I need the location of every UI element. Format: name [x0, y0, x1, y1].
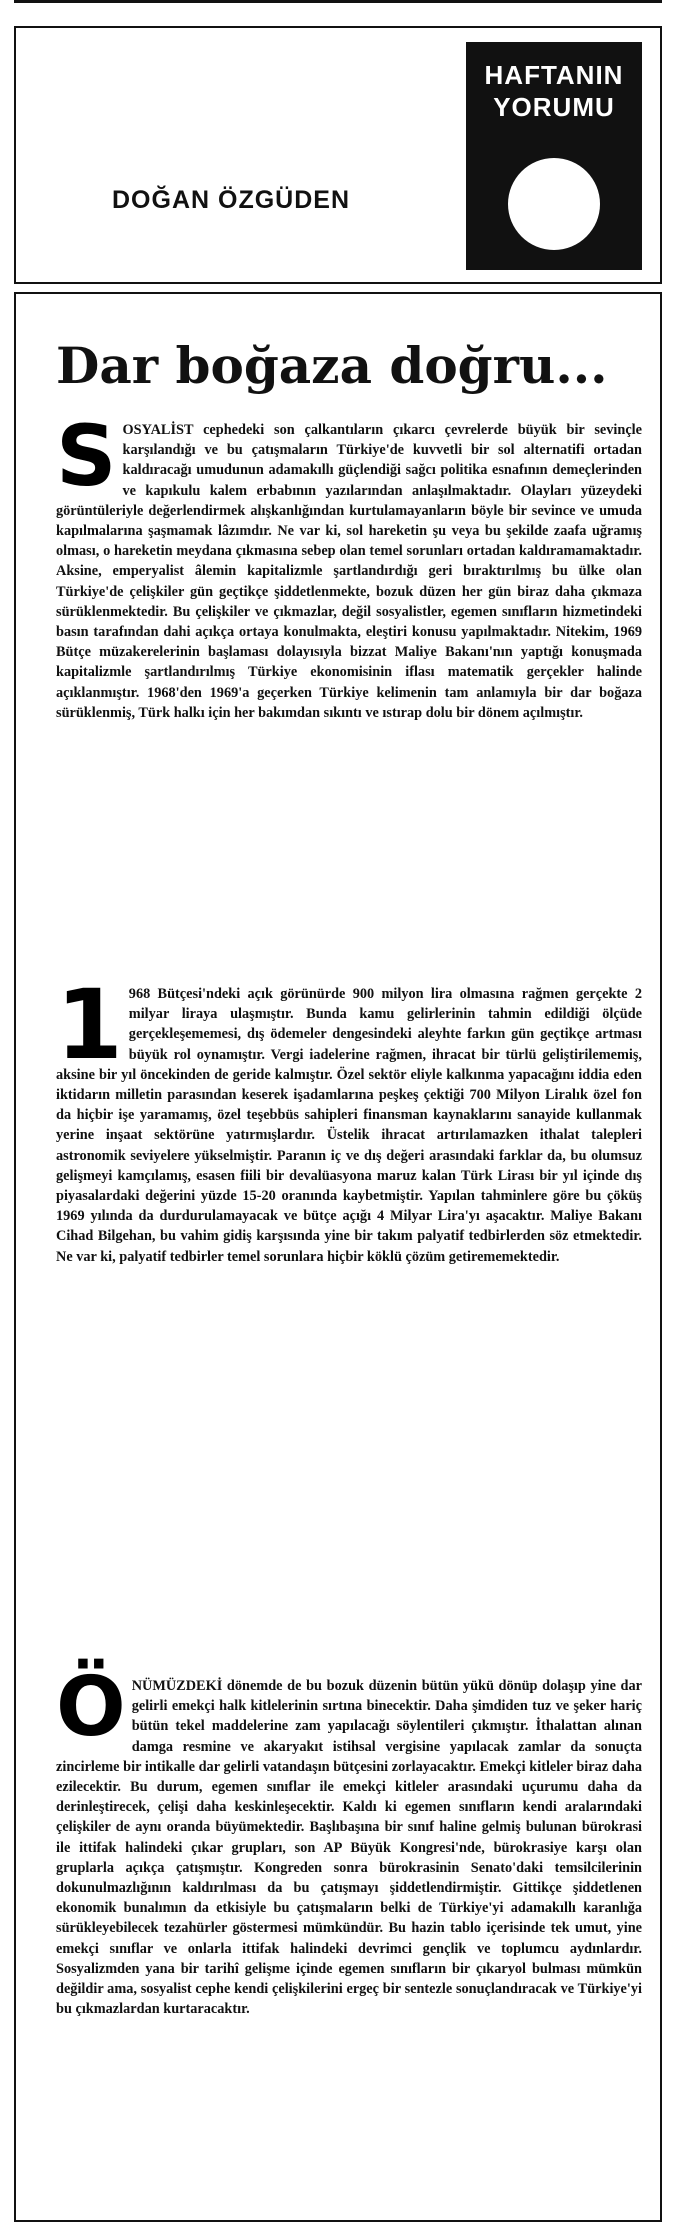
paragraph-1 [56, 407, 642, 723]
article [14, 292, 662, 2222]
paragraph-2-text: 968 Bütçesi'ndeki açık görünürde 900 milyon lira olmasına rağmen gerçekte 2 milyar liraya ulaşmıştır. Bunda kamu gelirlerinin tahmin edildiği ölçüde gerçekleşememesi, dış ödemeler dengesindeki aleyhte farkın gün geçtikçe artması büyük rol oynamıştır. Vergi iadelerine rağmen, ihracat bir türlü geliştirilememiş, aksine bir yıl öncekinden de geride kalmıştır. Özel sektör eliyle kalkınma yapacağını iddia eden iktidarın milletin parasından keserek işadamlarına peşkeş çektiği 700 Milyon Liralık özel fon da hiçbir işe yaramamış, özel teşebbüs sahipleri finansman kaynaklarını sanayide kullanmak yerine inşaat sektörüne yatırmışlardır. Üstelik ihracat artırılamazken ithalat talepleri astronomik seviyelere yükselmiştir. Paranın iç ve dış değeri arasındaki farklar da, bu olumsuz gelişmeyi kamçılamış, esasen fiili bir devalüasyona maruz kalan Türk Lirası bir yıl içinde dış piyasalardaki değerini yüzde 15-20 oranında kaybetmiştir. Yapılan tahminlere göre bu çöküş 1969 yılında da durdurulamayacak ve bütçe açığı 4 Milyar Lira'yı aşacaktır. Maliye Bakanı Cihad Bilgehan, bu vahim gidiş karşısında yine bir takım palyatif tedbirlerden söz etmektedir. Ne var ki, palyatif tedbirler temel sorunlara hiçbir köklü çözüm getirememektedir. [56, 986, 642, 1265]
top-rule [14, 0, 662, 3]
paragraph-1-text: OSYALİST cephedeki son çalkantıların çıkarcı çevrelerde büyük bir sevinçle karşılandığı ve bu çatışmaların Türkiye'de kuvvetli bir sol alternatifi ortadan kaldıracağı umudunun adamakıllı güçlendiği sağcı politika esnafının demeçlerinden ve kapıkulu kalem erbabının yazılarından anlaşılmaktadır. Olayları yüzeydeki görüntüleriyle değerlendirmek alışkanlığından kurtulamayanların böyle bir sevince ve umuda kapılmalarına şaşmamak lâzımdır. Ne var ki, sol hareketin şu veya bu şekilde zaafa uğramış olması, o hareketin meydana çıkmasına sebep olan temel sorunları ortadan kaldıramamaktadır. Aksine, emperyalist âlemin kapitalizmle şartlandırdığı geri bıraktırılmış bu ülke olan Türkiye'de çelişkiler gün geçtikçe şiddetlenmekte, bozuk düzen her gün biraz daha çıkmaza sürüklenmektedir. Bu çelişkiler ve çıkmazlar, değil sosyalistler, egemen sınıfların hizmetindeki basın tarafından dahi açıkça ortaya konulmakta, eleştiri konusu yapılmaktadır. Nitekim, 1969 Bütçe müzakerelerinin başlaması dolayısıyla bizzat Maliye Bakanı'nın yaptığı konuşmada kapitalizmle şartlandırılmış Türkiye ekonomisinin iflası matematik gerçekler halinde açıklanmıştır. 1968'den 1969'a geçerken Türkiye kelimenin tam anlamıyla bir dar boğaza sürüklenmiş, Türk halkı için her bakımdan sıkıntı ve ıstırap dolu bir dönem açılmıştır. [56, 422, 642, 721]
column-logo-circle [508, 158, 600, 250]
headline: Dar boğaza doğru... [56, 336, 608, 395]
author-name: DOĞAN ÖZGÜDEN [112, 186, 350, 214]
dropcap-2: 1 [56, 969, 123, 1081]
column-title-line2: YORUMU [493, 92, 615, 122]
column-logo [466, 42, 642, 270]
paragraph-3 [56, 1660, 642, 2019]
paragraph-2 [56, 969, 642, 1267]
paragraph-3-text: NÜMÜZDEKİ dönemde de bu bozuk düzenin bütün yükü dönüp dolaşıp yine dar gelirli emekçi halk kitlelerinin sırtına binecektir. Daha şimdiden tuz ve şeker hariç bütün tekel maddelerine zam yapılacağı söylentileri çıkmıştır. İthalattan alınan damga resmine ve akaryakıt istihsal vergisine yapılacak zamlar da sonuçta zincirleme bir intikalle dar gelirli vatandaşın bütçesini zorlayacaktır. Emekçi kitleler biraz daha ezilecektir. Bu durum, egemen sınıflar ile emekçi kitleler arasındaki uçurumu daha da derinleştirecek, çelişi daha keskinleşecektir. Kaldı ki egemen sınıfların kendi aralarındaki çelişkiler de aynı oranda büyümektedir. Başlıbaşına bir sınıf haline gelmiş bulunan bürokrasi ile ittifak halindeki çıkar grupları, son AP Büyük Kongresi'nde, bürokrasiye karşı olan gruplarla açıkça çatışmıştır. Kongreden sonra bürokrasinin Senato'daki temsilcilerinin dokunulmazlığının kaldırılması da bu çatışmayı şiddetlendirmiştir. Gittikçe şiddetlenen ekonomik bunalımın da etkisiyle bu çatışmaların belki de Türkiye'yi adamakıllı karanlığa sürükleyebilecek tezahürler göstermesi mümkündür. Bu hazin tablo içerisinde tek umut, yine emekçi sınıflar ve onlarla ittifak halindeki devrimci gençlik ve toplumcu aydınlardır. Sosyalizmden yana bir tarihî gelişme içinde egemen sınıfların bir çıkaryol bulması mümkün değildir ama, sosyalist cephe kendi çelişkilerini ergeç bir sentezle sonuçlandıracak ve Türkiye'yi bu çıkmazlardan kurtaracaktır. [56, 1678, 642, 2018]
dropcap-3: Ö [56, 1660, 126, 1755]
column-header [14, 26, 662, 284]
column-title-line1: HAFTANIN [484, 60, 624, 90]
dropcap-1: S [56, 407, 117, 505]
